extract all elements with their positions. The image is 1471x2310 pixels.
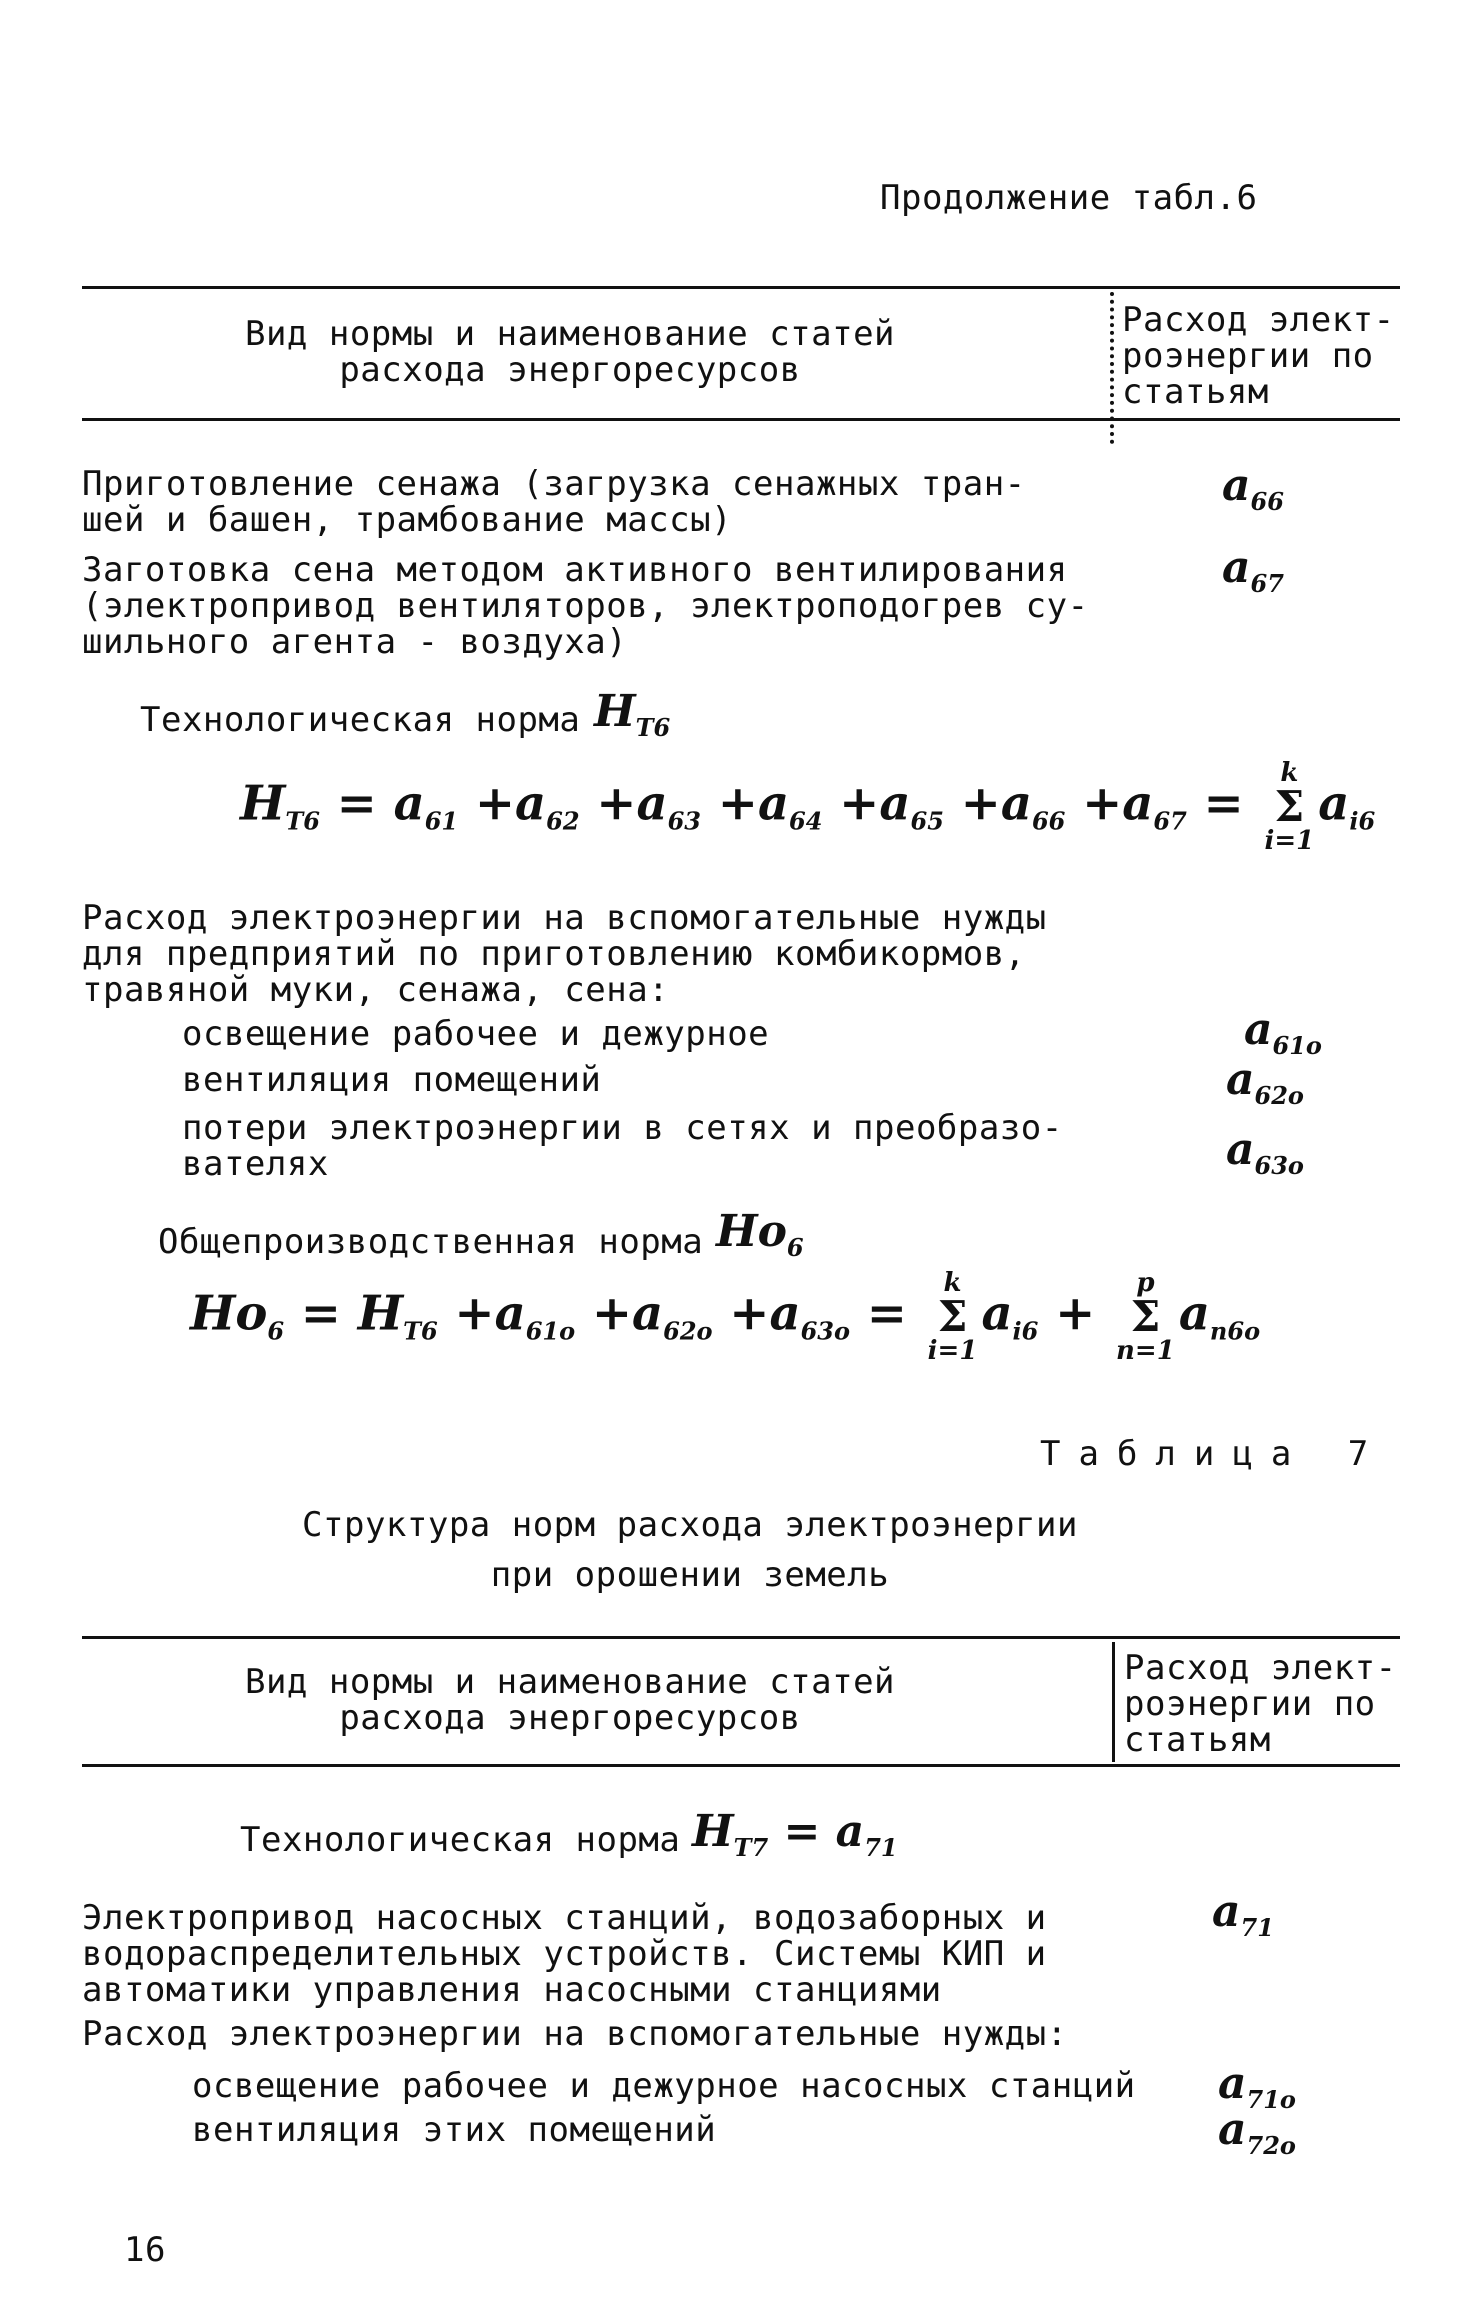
aux-intro-text: Расход электроэнергии на вспомогательные нужды для предприятий по приготовлению комбикормов, травяной муки, сенажа, сена: [82,898,1047,1010]
tech-norm7-label: Технологическая норма [240,1820,681,1860]
table7-label: Таблица 7 [1040,1434,1387,1474]
aux6-ventilation-code: $a_{62o}$ [1226,1054,1304,1110]
row7-pumps-text: Электропривод насосных станций, водозаборных и водораспределительных устройств. Системы КИП и автоматики управления насосными станциями [82,1898,1047,2010]
tech-norm-label: Технологическая норма [140,700,581,740]
aux7-ventilation-text: вентиляция этих помещений [192,2110,717,2150]
aux7-intro-text: Расход электроэнергии на вспомогательные нужды: [82,2014,1068,2054]
aux6-losses-code: $a_{63o}$ [1226,1124,1304,1180]
tech-norm-symbol: $H_{T6}$ [594,686,671,742]
table7-top-rule [82,1636,1400,1639]
row6-silage-code: $a_{66}$ [1222,460,1284,516]
gen-norm-label: Общепроизводственная норма [158,1222,704,1262]
continuation-label: Продолжение табл.6 [880,178,1258,218]
table7-title: Структура норм расхода электроэнергии при орошении земель [302,1505,1078,1595]
row6-silage-text: Приготовление сенажа (загрузка сенажных тран- шей и башен, трамбование массы) [82,464,1026,540]
aux7-lighting-code: $a_{71o}$ [1218,2058,1296,2114]
sum-sign-k: k Σ i=1 [927,1268,978,1366]
aux6-ventilation-text: вентиляция помещений [182,1060,602,1100]
formula-tech-norm-6: $H_{T6} = a_{61} +a_{62} +a_{63} +a_{64} +a_{65} +a_{66} +a_{67} = k$ Σ $i=1a_{i6}$ [240,758,1376,856]
table7-bottom-rule [82,1764,1400,1767]
page-number: 16 [124,2230,166,2270]
table7-header-divider [1112,1642,1115,1762]
sum-sign-p: p Σ n=1 [1116,1268,1175,1366]
aux7-ventilation-code: $a_{72o}$ [1218,2104,1296,2160]
aux6-lighting-text: освещение рабочее и дежурное [182,1014,770,1054]
table7-header-col2: Расход элект- роэнергии по статьям [1124,1648,1397,1760]
tech-norm7-formula: $H_{T7} = a_{71}$ [692,1806,898,1862]
table6-bottom-rule [82,418,1400,421]
table6-header-col1: Вид нормы и наименование статей расхода энергоресурсов [244,314,896,390]
row7-pumps-code: $a_{71}$ [1212,1886,1274,1942]
aux6-lighting-code: $a_{61o}$ [1244,1004,1322,1060]
aux7-lighting-text: освещение рабочее и дежурное насосных станций [192,2066,1136,2106]
gen-norm-symbol: $Ho_6$ [716,1206,804,1262]
table6-top-rule [82,286,1400,289]
formula-gen-norm-6: $Ho_6 = H_{T6} +a_{61o} +a_{62o} +a_{63o} = k$ Σ $i=1a_{i6} + p$ Σ $n=1a_{n6o}$ [190,1268,1261,1366]
row6-hay-code: $a_{67}$ [1222,542,1284,598]
row6-hay-text: Заготовка сена методом активного вентилирования (электропривод вентиляторов, электроподогрев су- шильного агента - воздуха) [82,550,1089,662]
table6-header-divider [1110,292,1114,444]
table7-header-col1: Вид нормы и наименование статей расхода энергоресурсов [244,1662,896,1738]
sum-sign: k Σ i=1 [1264,758,1315,856]
table6-header-col2: Расход элект- роэнергии по статьям [1122,300,1395,412]
aux6-losses-text: потери электроэнергии в сетях и преобразо- вателях [182,1108,1063,1184]
